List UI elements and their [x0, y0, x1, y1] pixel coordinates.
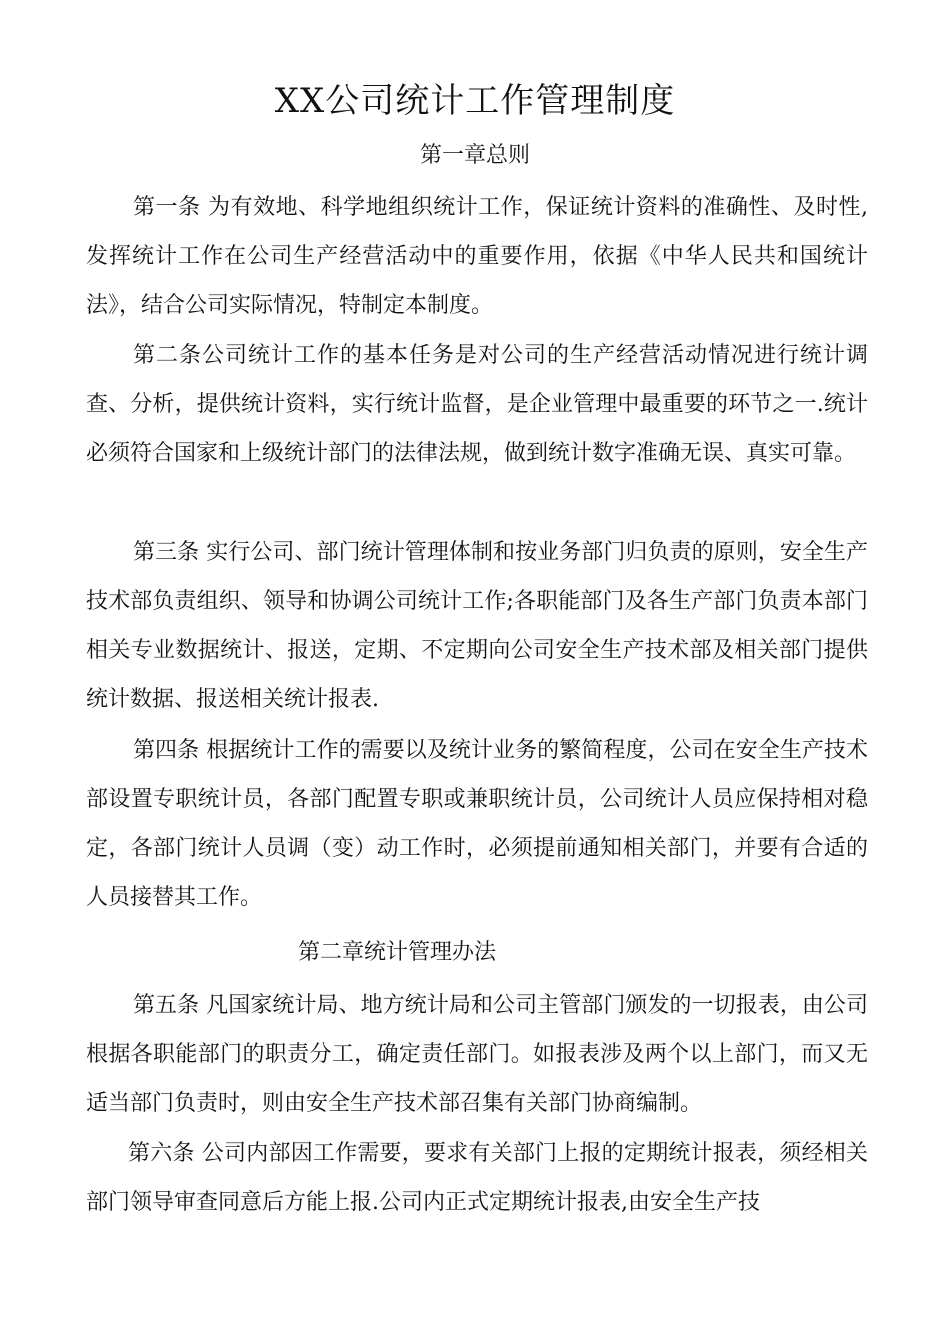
article-paragraph: 第二条公司统计工作的基本任务是对公司的生产经营活动情况进行统计调查、分析，提供统计资料，实行统计监督，是企业管理中最重要的环节之一.统计必须符合国家和上级统计部门的法律法规，做到统计数字准确无误、真实可靠。	[86, 343, 868, 466]
chapter-heading: 第二章统计管理办法	[298, 940, 497, 965]
article-paragraph: 第五条 凡国家统计局、地方统计局和公司主管部门颁发的一切报表，由公司根据各职能部门的职责分工，确定责任部门。如报表涉及两个以上部门，而又无适当部门负责时，则由安全生产技术部召集有关部门协商编制。	[86, 993, 868, 1116]
document-title: XX公司统计工作管理制度	[274, 81, 676, 121]
article-paragraph: 第三条 实行公司、部门统计管理体制和按业务部门归负责的原则，安全生产技术部负责组织、领导和协调公司统计工作;各职能部门及各生产部门负责本部门相关专业数据统计、报送，定期、不定期向公司安全生产技术部及相关部门提供统计数据、报送相关统计报表.	[86, 540, 868, 712]
article-paragraph: 第四条 根据统计工作的需要以及统计业务的繁简程度，公司在安全生产技术部设置专职统计员，各部门配置专职或兼职统计员，公司统计人员应保持相对稳定，各部门统计人员调（变）动工作时，必须提前通知相关部门，并要有合适的人员接替其工作。	[86, 738, 868, 910]
article-paragraph: 第一条 为有效地、科学地组织统计工作，保证统计资料的准确性、及时性,发挥统计工作在公司生产经营活动中的重要作用，依据《中华人民共和国统计法》，结合公司实际情况，特制定本制度。	[86, 195, 868, 318]
article-paragraph: 第六条 公司内部因工作需要，要求有关部门上报的定期统计报表，须经相关部门领导审查同意后方能上报.公司内正式定期统计报表,由安全生产技	[86, 1141, 868, 1215]
chapter-heading: 第一章总则	[419, 143, 530, 168]
